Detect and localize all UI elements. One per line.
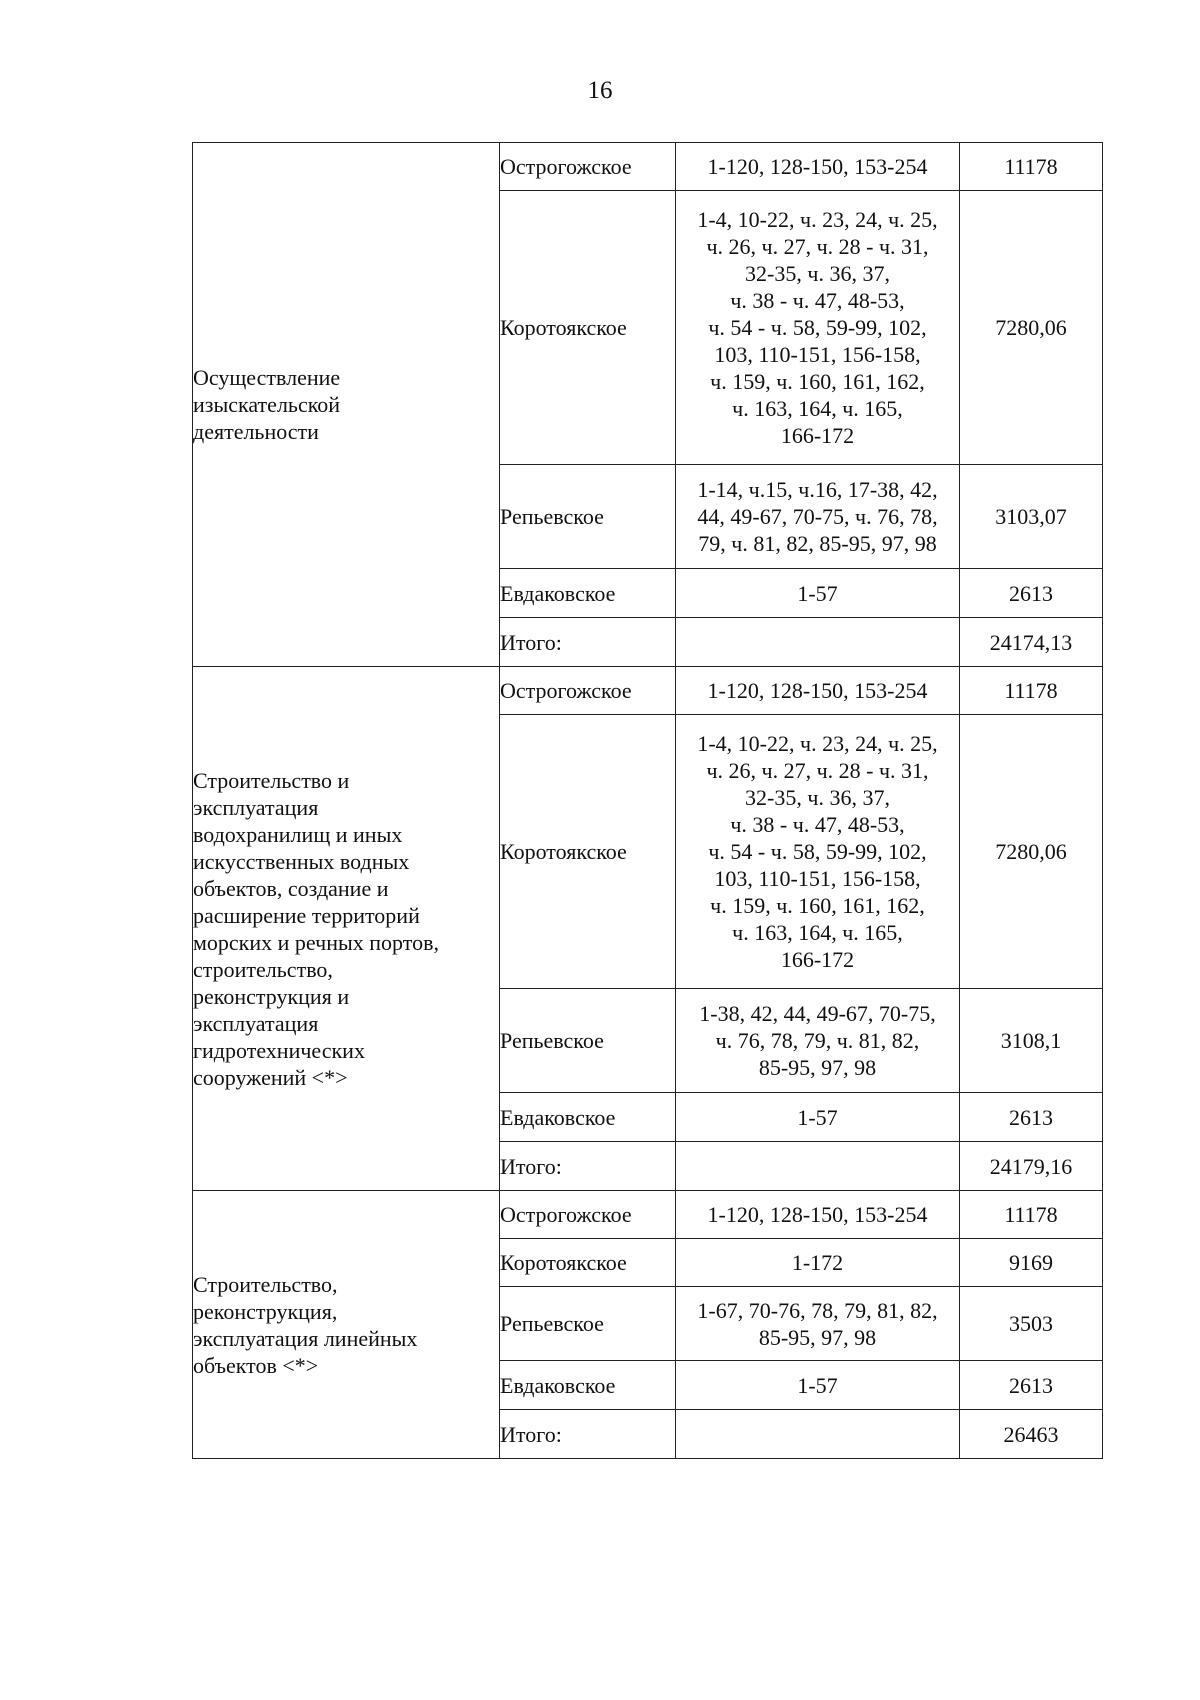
activity-line: гидротехнических	[193, 1037, 365, 1063]
zoning-table	[192, 142, 1103, 1459]
district-cell: Коротоякское	[500, 191, 676, 465]
area-cell: 11178	[960, 143, 1103, 191]
plots-line: 1-38, 42, 44, 49-67, 70-75,	[699, 1001, 936, 1026]
plots-line: 1-67, 70-76, 78, 79, 81, 82,	[697, 1297, 938, 1323]
area-cell: 2613	[960, 1361, 1103, 1410]
district-cell: Репьевское	[500, 1287, 676, 1361]
activity-line: эксплуатация	[193, 794, 319, 820]
activity-line: объектов <*>	[193, 1352, 319, 1378]
plots-line: 1-4, 10-22, ч. 23, 24, ч. 25,	[697, 207, 938, 232]
plots-line: 103, 110-151, 156-158,	[714, 342, 921, 367]
activity-line: искусственных водных	[193, 848, 410, 874]
plots-cell	[676, 1287, 960, 1361]
plots-line: 1-57	[797, 1372, 838, 1398]
district-cell: Острогожское	[500, 1191, 676, 1239]
activity-line: Строительство и	[193, 767, 350, 793]
district-cell: Евдаковское	[500, 1361, 676, 1410]
activity-line: деятельности	[193, 419, 319, 444]
activity-line: сооружений <*>	[193, 1064, 348, 1090]
activity-line: строительство,	[193, 956, 333, 982]
plots-line: ч. 38 - ч. 47, 48-53,	[730, 812, 905, 837]
area-cell: 3103,07	[960, 465, 1103, 569]
plots-cell	[676, 143, 960, 191]
total-area-cell: 24174,13	[960, 618, 1103, 667]
total-area-cell: 26463	[960, 1410, 1103, 1459]
area-cell: 2613	[960, 569, 1103, 618]
plots-line: 166-172	[780, 947, 855, 972]
plots-line: 103, 110-151, 156-158,	[714, 866, 921, 891]
plots-line: 44, 49-67, 70-75, ч. 76, 78,	[697, 504, 938, 529]
page-number: 16	[587, 77, 613, 104]
plots-line: 32-35, ч. 36, 37,	[745, 785, 890, 810]
table-row	[193, 1191, 1103, 1239]
plots-line: 1-172	[791, 1250, 844, 1275]
plots-cell	[676, 715, 960, 989]
area-cell: 11178	[960, 1191, 1103, 1239]
total-label: Итого:	[500, 618, 676, 667]
activity-line: реконструкция,	[193, 1298, 338, 1324]
activity-line: Строительство,	[193, 1271, 338, 1297]
plots-cell	[676, 1239, 960, 1287]
total-label: Итого:	[500, 1410, 676, 1459]
plots-line: ч. 163, 164, ч. 165,	[732, 920, 903, 945]
plots-line: 1-120, 128-150, 153-254	[707, 1202, 928, 1227]
plots-line: ч. 159, ч. 160, 161, 162,	[710, 369, 925, 394]
plots-cell	[676, 618, 960, 667]
plots-line: 32-35, ч. 36, 37,	[745, 261, 890, 286]
activity-line: объектов, создание и	[193, 875, 389, 901]
area-cell: 11178	[960, 667, 1103, 715]
plots-cell	[676, 667, 960, 715]
plots-cell	[676, 1142, 960, 1191]
plots-line: 1-4, 10-22, ч. 23, 24, ч. 25,	[697, 731, 938, 756]
plots-line: 85-95, 97, 98	[758, 1324, 877, 1350]
area-cell: 7280,06	[960, 715, 1103, 989]
district-cell: Коротоякское	[500, 715, 676, 989]
activity-line: изыскательской	[193, 392, 341, 417]
district-cell: Евдаковское	[500, 1093, 676, 1142]
plots-cell	[676, 191, 960, 465]
table-row	[193, 667, 1103, 715]
plots-line: ч. 163, 164, ч. 165,	[732, 396, 903, 421]
activity-line: расширение территорий	[193, 902, 420, 928]
plots-line: 1-57	[797, 1104, 838, 1130]
activity-cell	[193, 667, 500, 1191]
district-cell: Евдаковское	[500, 569, 676, 618]
plots-line: 1-14, ч.15, ч.16, 17-38, 42,	[697, 477, 938, 502]
plots-line: 1-57	[797, 580, 838, 606]
area-cell: 9169	[960, 1239, 1103, 1287]
plots-line: ч. 38 - ч. 47, 48-53,	[730, 288, 905, 313]
plots-line: 79, ч. 81, 82, 85-95, 97, 98	[698, 531, 937, 556]
total-label: Итого:	[500, 1142, 676, 1191]
plots-line: 1-120, 128-150, 153-254	[707, 678, 928, 703]
plots-line: 166-172	[780, 423, 855, 448]
plots-line: ч. 26, ч. 27, ч. 28 - ч. 31,	[706, 234, 929, 259]
district-cell: Коротоякское	[500, 1239, 676, 1287]
plots-line: ч. 26, ч. 27, ч. 28 - ч. 31,	[706, 758, 929, 783]
total-area-cell: 24179,16	[960, 1142, 1103, 1191]
area-cell: 7280,06	[960, 191, 1103, 465]
activity-line: водохранилищ и иных	[193, 821, 403, 847]
district-cell: Репьевское	[500, 465, 676, 569]
plots-cell	[676, 1410, 960, 1459]
plots-cell	[676, 1191, 960, 1239]
plots-cell	[676, 1361, 960, 1410]
area-cell: 3503	[960, 1287, 1103, 1361]
plots-line: ч. 54 - ч. 58, 59-99, 102,	[708, 839, 927, 864]
area-cell: 2613	[960, 1093, 1103, 1142]
activity-line: реконструкция и	[193, 983, 350, 1009]
plots-line: ч. 76, 78, 79, ч. 81, 82,	[715, 1028, 920, 1053]
plots-cell	[676, 989, 960, 1093]
plots-line: 1-120, 128-150, 153-254	[707, 154, 928, 179]
area-cell: 3108,1	[960, 989, 1103, 1093]
plots-cell	[676, 1093, 960, 1142]
activity-line: морских и речных портов,	[193, 929, 439, 955]
plots-line: 85-95, 97, 98	[758, 1055, 877, 1080]
plots-cell	[676, 465, 960, 569]
district-cell: Острогожское	[500, 143, 676, 191]
activity-cell	[193, 1191, 500, 1459]
activity-cell	[193, 143, 500, 667]
plots-cell	[676, 569, 960, 618]
plots-line: ч. 159, ч. 160, 161, 162,	[710, 893, 925, 918]
district-cell: Острогожское	[500, 667, 676, 715]
activity-line: эксплуатация линейных	[193, 1325, 418, 1351]
table-row	[193, 143, 1103, 191]
plots-line: ч. 54 - ч. 58, 59-99, 102,	[708, 315, 927, 340]
district-cell: Репьевское	[500, 989, 676, 1093]
activity-line: эксплуатация	[193, 1010, 319, 1036]
activity-line: Осуществление	[193, 365, 341, 390]
